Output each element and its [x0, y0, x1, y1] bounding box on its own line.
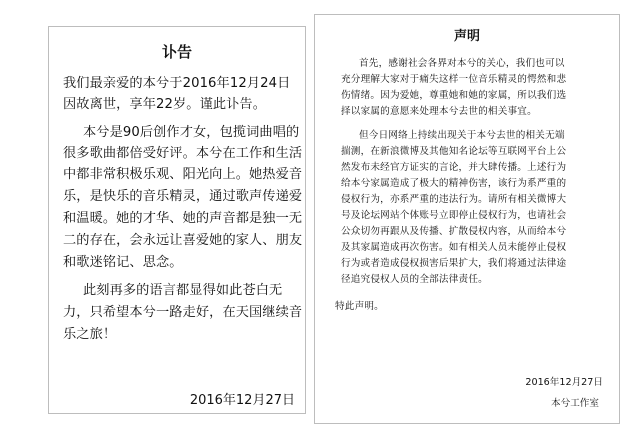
statement-panel [314, 14, 620, 424]
obituary-line: 因故离世，享年22岁。谨此讣告。 [63, 97, 267, 112]
obituary-panel [48, 26, 306, 414]
obituary-line: 和温暖。她的才华、她的声音都是独一无 [63, 211, 303, 226]
statement-line: 公众切勿再跟从及传播、扩散侵权内容，从而给本兮 [341, 226, 567, 237]
statement-line: 给本兮家属造成了极大的精神伤害，该行为系严重的 [341, 178, 567, 189]
statement-line: 但今日网络上持续出现关于本兮去世的相关无端 [359, 130, 565, 141]
obituary-date: 2016年12月27日 [189, 393, 295, 408]
statement-date: 2016年12月27日 [525, 377, 603, 388]
obituary-line: 此刻再多的语言都显得如此苍白无 [83, 283, 283, 298]
obituary-line: 和歌迷铭记、思念。 [63, 255, 183, 270]
obituary-line: 二的存在，会永远让喜爱她的家人、朋友 [63, 233, 303, 248]
obituary-line: 力，只希望本兮一路走好，在天国继续音 [63, 305, 303, 320]
obituary-line: 本兮是90后创作才女，包揽词曲唱的 [83, 125, 300, 140]
statement-line: 径追究侵权人员的全部法律责任。 [341, 274, 488, 285]
obituary-title: 讣告 [161, 43, 192, 61]
statement-line: 及其家属造成再次伤害。如有相关人员未能停止侵权 [341, 242, 567, 253]
obituary-line: 很多歌曲都倍受好评。本兮在工作和生活 [63, 146, 303, 161]
statement-line: 首先，感谢社会各界对本兮的关心，我们也可以 [359, 58, 565, 69]
statement-line: 揣测，在新浪微博及其他知名论坛等互联网平台上公 [341, 146, 567, 157]
statement-line: 伤情绪。因为爱她，尊重她和她的家属，所以我们选 [341, 90, 567, 101]
statement-line: 特此声明。 [335, 301, 384, 312]
statement-line: 号及论坛网站个体账号立即停止侵权行为，也请社会 [341, 210, 567, 221]
statement-line: 充分理解大家对于痛失这样一位音乐精灵的愕然和悲 [341, 74, 567, 85]
statement-line: 然发布未经官方证实的言论，并大肆传播。上述行为 [341, 162, 567, 173]
statement-line: 择以家属的意愿来处理本兮去世的相关事宜。 [341, 106, 537, 117]
obituary-line: 中都非常积极乐观、阳光向上。她热爱音 [63, 167, 303, 182]
obituary-line: 乐，是快乐的音乐精灵，通过歌声传递爱 [63, 189, 303, 204]
statement-line: 侵权行为，亦系严重的违法行为。请所有相关微博大 [341, 194, 567, 205]
obituary-line: 我们最亲爱的本兮于2016年12月24日 [63, 76, 291, 91]
statement-title: 声明 [453, 29, 480, 44]
statement-signature: 本兮工作室 [551, 398, 599, 409]
statement-line: 行为或者造成侵权损害后果扩大，我们将通过法律途 [341, 258, 567, 269]
obituary-line: 乐之旅！ [63, 327, 117, 342]
